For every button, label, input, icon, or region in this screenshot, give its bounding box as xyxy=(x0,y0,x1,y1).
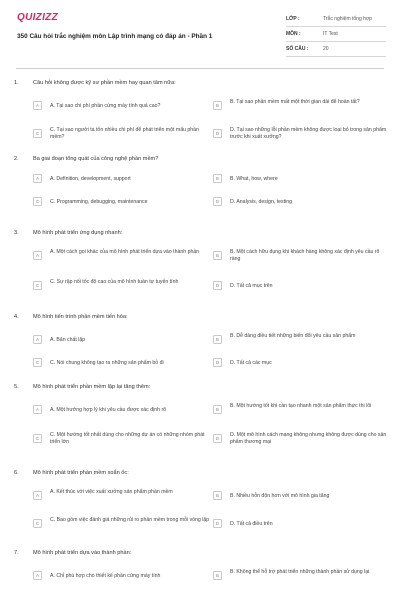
option-text: A. Tại sao chi phí phần cứng máy tính quá cao? xyxy=(50,103,161,109)
question-item xyxy=(0,310,400,380)
question-number: 4. xyxy=(14,314,19,320)
option-text: B. Tại sao phần mềm mất một thời gian dài để hoàn tất? xyxy=(230,99,360,105)
question-header xyxy=(0,546,400,560)
option-letter-box: B xyxy=(213,491,222,500)
question-item xyxy=(0,226,400,310)
option-text: C. Sự rập nối tốc độ cao của mô hình tuần tự tuyến tính xyxy=(50,279,179,285)
option-text: A. Một cách gọi khác của mô hình phát triển dựa vào thành phần xyxy=(50,249,200,255)
option-b[interactable] xyxy=(213,167,383,192)
meta-value: Trắc nghiệm tổng hợp xyxy=(323,16,372,22)
option-text: D. Tại sao những lỗi phần mềm không được loại bỏ trong sản phẩm trước khi xuất xưởng? xyxy=(230,127,387,140)
question-text: Mô hình phát triển phần mềm lặp lại tăng thêm: xyxy=(33,384,151,390)
quizizz-logo[interactable]: QUIZIZZ xyxy=(17,12,58,23)
option-row xyxy=(0,398,400,423)
question-item xyxy=(0,380,400,466)
meta-row-subject xyxy=(286,27,386,42)
option-row xyxy=(0,512,400,537)
meta-key: SỐ CÂU : xyxy=(286,46,309,52)
option-c[interactable] xyxy=(33,427,203,452)
option-letter-box: B xyxy=(213,174,222,183)
option-a[interactable] xyxy=(33,167,203,192)
option-d[interactable] xyxy=(213,190,383,215)
option-letter-box: B xyxy=(213,571,222,580)
option-text: A. Chỉ phù hợp cho thiết kế phần cứng máy tính xyxy=(50,573,161,579)
option-text: B. Không thể hỗ trợ phát triển những thành phần sử dụng lại xyxy=(230,569,370,575)
option-text: B. Một hướng tốt khi cần tạo nhanh một sản phẩm thực thi lõi xyxy=(230,403,372,409)
option-letter-box: A xyxy=(33,571,42,580)
question-number: 3. xyxy=(14,230,19,236)
option-text: C. Nói chung không tạo ra những sản phẩm bỏ đi xyxy=(50,360,164,366)
question-number: 7. xyxy=(14,550,19,556)
option-text: D. Tất cả điều trên xyxy=(230,521,273,527)
option-a[interactable] xyxy=(33,244,203,269)
option-text: C. Programming, debugging, maintenance xyxy=(50,199,148,205)
question-text: Mô hình phát triển phần mềm xoắn ốc: xyxy=(33,470,129,476)
question-item xyxy=(0,466,400,546)
question-text: Mô hình tiến trình phần mềm tiến hóa: xyxy=(33,314,128,320)
option-a[interactable] xyxy=(33,94,203,119)
question-header xyxy=(0,466,400,480)
question-header xyxy=(0,76,400,90)
question-text: Mô hình phát triển dựa vào thành phần: xyxy=(33,550,132,556)
option-text: B. Nhiều hỗn độn hơn với mô hình gia tăng xyxy=(230,493,330,499)
option-row xyxy=(0,328,400,353)
option-b[interactable] xyxy=(213,484,383,509)
option-letter-box: C xyxy=(33,129,42,138)
option-text: D. Một mô hình cách mạng không nhưng không được dùng cho sản phẩm thương mại xyxy=(230,432,387,445)
meta-row-class xyxy=(286,12,386,27)
option-row xyxy=(0,484,400,509)
option-row xyxy=(0,564,400,589)
option-row xyxy=(0,167,400,192)
question-header xyxy=(0,152,400,166)
question-header xyxy=(0,310,400,324)
option-row xyxy=(0,427,400,452)
option-letter-box: D xyxy=(213,434,222,443)
question-text: Ba giai đoạn tổng quát của công nghệ phần mềm? xyxy=(33,156,159,162)
option-row xyxy=(0,351,400,376)
meta-value: IT Test xyxy=(323,31,338,37)
option-text: B. What, how, where xyxy=(230,176,278,182)
option-letter-box: D xyxy=(213,197,222,206)
meta-row-count xyxy=(286,42,386,57)
option-letter-box: A xyxy=(33,491,42,500)
option-row xyxy=(0,244,400,269)
option-letter-box: D xyxy=(213,281,222,290)
option-a[interactable] xyxy=(33,328,203,353)
question-header xyxy=(0,380,400,394)
meta-value: 20 xyxy=(323,46,329,52)
option-text: A. Definition, development, support xyxy=(50,176,131,182)
option-text: D. Tất cả mục trên xyxy=(230,283,273,289)
option-c[interactable] xyxy=(33,274,203,299)
option-letter-box: C xyxy=(33,434,42,443)
option-letter-box: D xyxy=(213,129,222,138)
option-letter-box: D xyxy=(213,519,222,528)
option-b[interactable] xyxy=(213,398,383,423)
option-letter-box: C xyxy=(33,281,42,290)
option-text: D. Analysis, design, testing xyxy=(230,199,292,205)
option-letter-box: A xyxy=(33,251,42,260)
option-row xyxy=(0,122,400,147)
question-item xyxy=(0,152,400,226)
option-c[interactable] xyxy=(33,512,210,537)
option-text: C. Một hướng tốt nhất dùng cho những dự án có những nhóm phát triển lớn xyxy=(50,432,205,445)
question-number: 6. xyxy=(14,470,19,476)
option-text: B. Một cách hữu dụng khi khách hàng không xác định yêu cầu rõ ràng xyxy=(230,249,380,262)
option-d[interactable] xyxy=(213,122,387,147)
option-letter-box: B xyxy=(213,405,222,414)
option-b[interactable] xyxy=(213,244,383,269)
question-number: 2. xyxy=(14,156,19,162)
option-letter-box: B xyxy=(213,251,222,260)
option-letter-box: A xyxy=(33,405,42,414)
option-text: A. Kết thúc với việc xuất xưởng sản phẩm phần mềm xyxy=(50,489,173,495)
option-b[interactable] xyxy=(213,94,383,119)
option-a[interactable] xyxy=(33,564,203,589)
document-header xyxy=(0,0,400,70)
option-letter-box: C xyxy=(33,358,42,367)
question-number: 5. xyxy=(14,384,19,390)
option-row xyxy=(0,274,400,299)
option-text: C. Tại sao người ta tốn nhiều chi phí để phát triển một mẩu phần mềm? xyxy=(50,127,199,140)
option-letter-box: C xyxy=(33,519,42,528)
question-number: 1. xyxy=(14,80,19,86)
meta-table xyxy=(286,12,386,57)
option-c[interactable] xyxy=(33,190,203,215)
option-text: A. Bản chất lặp xyxy=(50,337,86,343)
option-c[interactable] xyxy=(33,351,203,376)
option-text: C. Bao gồm việc đánh giá những rủi ro phần mềm trong mỗi vòng lặp xyxy=(50,517,210,523)
option-text: D. Tất cả các mục xyxy=(230,360,272,366)
meta-key: LỚP : xyxy=(286,16,300,22)
option-letter-box: B xyxy=(213,101,222,110)
option-c[interactable] xyxy=(33,122,203,147)
option-a[interactable] xyxy=(33,398,203,423)
question-text: Mô hình phát triển ứng dụng nhanh: xyxy=(33,230,123,236)
option-row xyxy=(0,94,400,119)
option-letter-box: C xyxy=(33,197,42,206)
header-divider xyxy=(16,68,384,69)
option-text: B. Dễ dàng điều tiết những biến đổi yêu cầu sản phẩm xyxy=(230,333,356,339)
option-d[interactable] xyxy=(213,427,387,452)
option-text: A. Một hướng hợp lý khi yêu cầu được xác định rõ xyxy=(50,407,167,413)
option-d[interactable] xyxy=(213,274,383,299)
document-title: 350 Câu hỏi trắc nghiệm môn Lập trình mạng có đáp án - Phần 1 xyxy=(17,33,213,40)
question-header xyxy=(0,226,400,240)
option-letter-box: A xyxy=(33,101,42,110)
option-row xyxy=(0,190,400,215)
question-text: Câu hỏi không được kỹ sư phần mềm hay quan tâm nữa: xyxy=(33,80,176,86)
question-item xyxy=(0,546,400,596)
option-a[interactable] xyxy=(33,484,203,509)
question-list xyxy=(0,76,400,596)
question-item xyxy=(0,76,400,152)
option-b[interactable] xyxy=(213,564,383,589)
option-letter-box: A xyxy=(33,335,42,344)
option-letter-box: B xyxy=(213,335,222,344)
option-d[interactable] xyxy=(213,351,383,376)
option-letter-box: A xyxy=(33,174,42,183)
option-d[interactable] xyxy=(213,512,383,537)
option-b[interactable] xyxy=(213,328,383,353)
meta-key: MÔN : xyxy=(286,31,301,37)
option-letter-box: D xyxy=(213,358,222,367)
